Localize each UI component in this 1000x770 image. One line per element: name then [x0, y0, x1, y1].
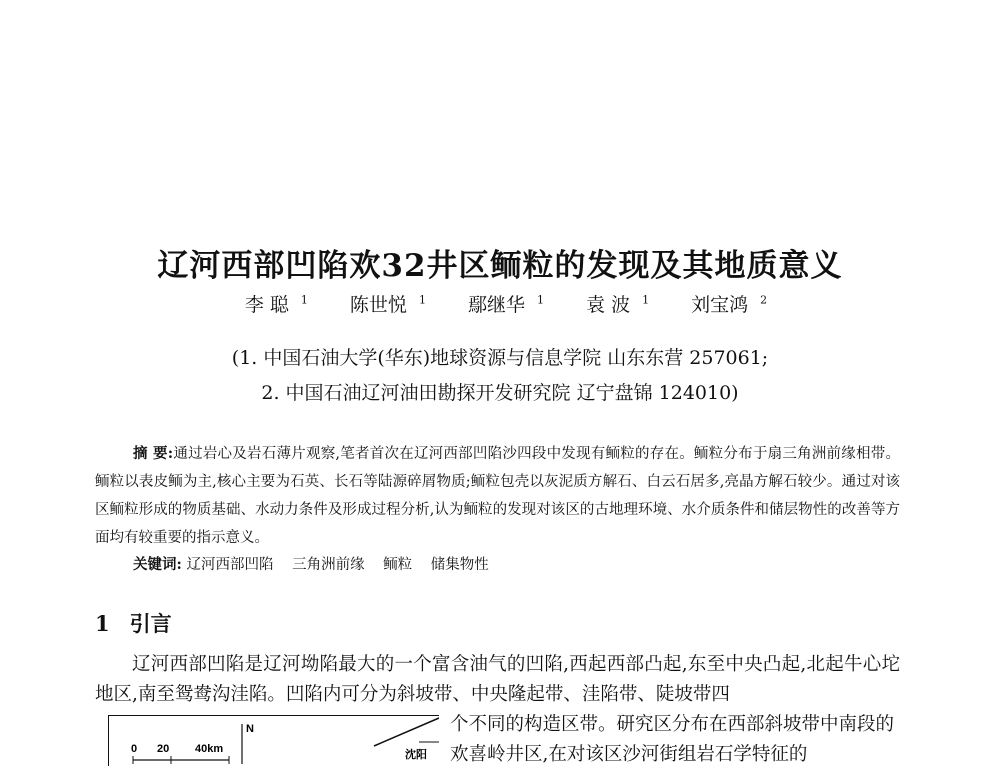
abstract-label: 摘 要:	[133, 445, 174, 462]
section-number: 1	[95, 611, 110, 636]
north-arrow-label: N	[246, 723, 254, 735]
author: 刘宝鸿 $^2$	[691, 293, 768, 316]
keywords	[133, 553, 503, 574]
body-paragraph: 辽河西部凹陷是辽河坳陷最大的一个富含油气的凹陷,西起西部凸起,东至中央凸起,北起牛心坨地区,南至鸳鸯沟洼陷。凹陷内可分为斜坡带、中央隆起带、洼陷带、陡坡带四	[95, 654, 900, 705]
author-list	[0, 290, 1000, 317]
scale-label-40km: 40km	[195, 743, 224, 755]
keyword: 鲕粒	[383, 557, 413, 573]
scale-label-0: 0	[131, 743, 138, 755]
author: 鄢继华 $^1$	[467, 293, 544, 316]
keyword: 储集物性	[430, 557, 489, 573]
city-label: 沈阳	[405, 749, 427, 761]
keyword: 三角洲前缘	[292, 557, 365, 573]
keywords-label: 关键词:	[133, 556, 182, 573]
scale-label-20: 20	[157, 743, 170, 755]
author: 袁 波 $^1$	[586, 293, 650, 316]
affiliation-1: (1. 中国石油大学(华东)地球资源与信息学院 山东东营 257061;	[231, 347, 769, 369]
keyword: 辽河西部凹陷	[186, 557, 274, 573]
paper-title: 辽河西部凹陷欢32井区鲕粒的发现及其地质意义	[157, 248, 843, 284]
author: 李 聪 $^1$	[244, 293, 308, 316]
section-title: 引言	[129, 611, 172, 636]
abstract-text: 通过岩心及岩石薄片观察,笔者首次在辽河西部凹陷沙四段中发现有鲕粒的存在。鲕粒分布于扇三角洲前缘相带。鲕粒以表皮鲕为主,核心主要为石英、长石等陆源碎屑物质;鲕粒包壳以灰泥质方解石、白云石居多,亮晶方解石较少。通过对该区鲕粒形成的物质基础、水动力条件及形成过程分析,认为鲕粒的发现对该区的古地理环境、水介质条件和储层物性的改善等方面均有较重要的指示意义。	[95, 446, 900, 546]
location-map-figure	[108, 715, 439, 766]
section-heading	[95, 608, 172, 638]
affiliation-2: 2. 中国石油辽河油田勘探开发研究院 辽宁盘锦 124010)	[261, 382, 739, 404]
body-paragraph-continued: 个不同的构造区带。研究区分布在西部斜坡带中南段的欢喜岭井区,在对该区沙河街组岩石学特征的	[450, 714, 895, 765]
author: 陈世悦 $^1$	[349, 293, 426, 316]
abstract	[95, 440, 900, 552]
